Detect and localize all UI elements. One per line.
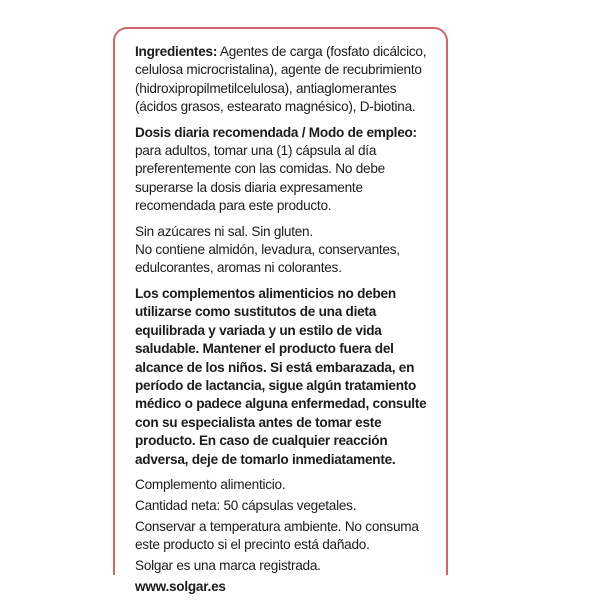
supplement-line: Complemento alimenticio. [135, 476, 286, 492]
ingredients-text: Agentes de carga (fosfato dicálcico, celulosa microcristalina), agente de recubrimiento (hidroxipropilmetilcelulosa), antiaglomerantes (ácidos grasos, estearato magnésico), D-biotina. [135, 44, 427, 115]
dosage-text: para adultos, tomar una (1) cápsula al día preferentemente con las comidas. No debe superarse la dosis diaria expresamente recomendada para este producto. [135, 143, 385, 214]
label-text-block [135, 43, 435, 600]
net-quantity-line: Cantidad neta: 50 cápsulas vegetales. [135, 497, 357, 513]
dosage-lead: Dosis diaria recomendada / Modo de empleo: [135, 124, 417, 140]
label-frame [113, 27, 448, 594]
warning-paragraph: Los complementos alimenticios no deben utilizarse como sustitutos de una dieta equilibrada y variada y un estilo de vida saludable. Mantener el producto fuera del alcance de los niños. Si está embarazada, en período de lactancia, sigue algún tratamiento médico o padece alguna enfermedad, consulte con su especialista antes de tomar este producto. En caso de cualquier reacción adversa, deje de tomarlo inmediatamente. [135, 285, 427, 467]
website-line: www.solgar.es [135, 578, 226, 594]
no-additives-line: No contiene almidón, levadura, conservantes, edulcorantes, aromas ni colorantes. [135, 242, 400, 276]
dosage-paragraph [135, 124, 435, 216]
ingredients-lead: Ingredientes: [135, 44, 218, 59]
trademark-line: Solgar es una marca registrada. [135, 558, 321, 574]
no-sugar-line: Sin azúcares ni sal. Sin gluten. [135, 223, 313, 239]
storage-line: Conservar a temperatura ambiente. No consuma este producto si el precinto está dañado. [135, 518, 419, 553]
ingredients-paragraph [135, 43, 435, 117]
